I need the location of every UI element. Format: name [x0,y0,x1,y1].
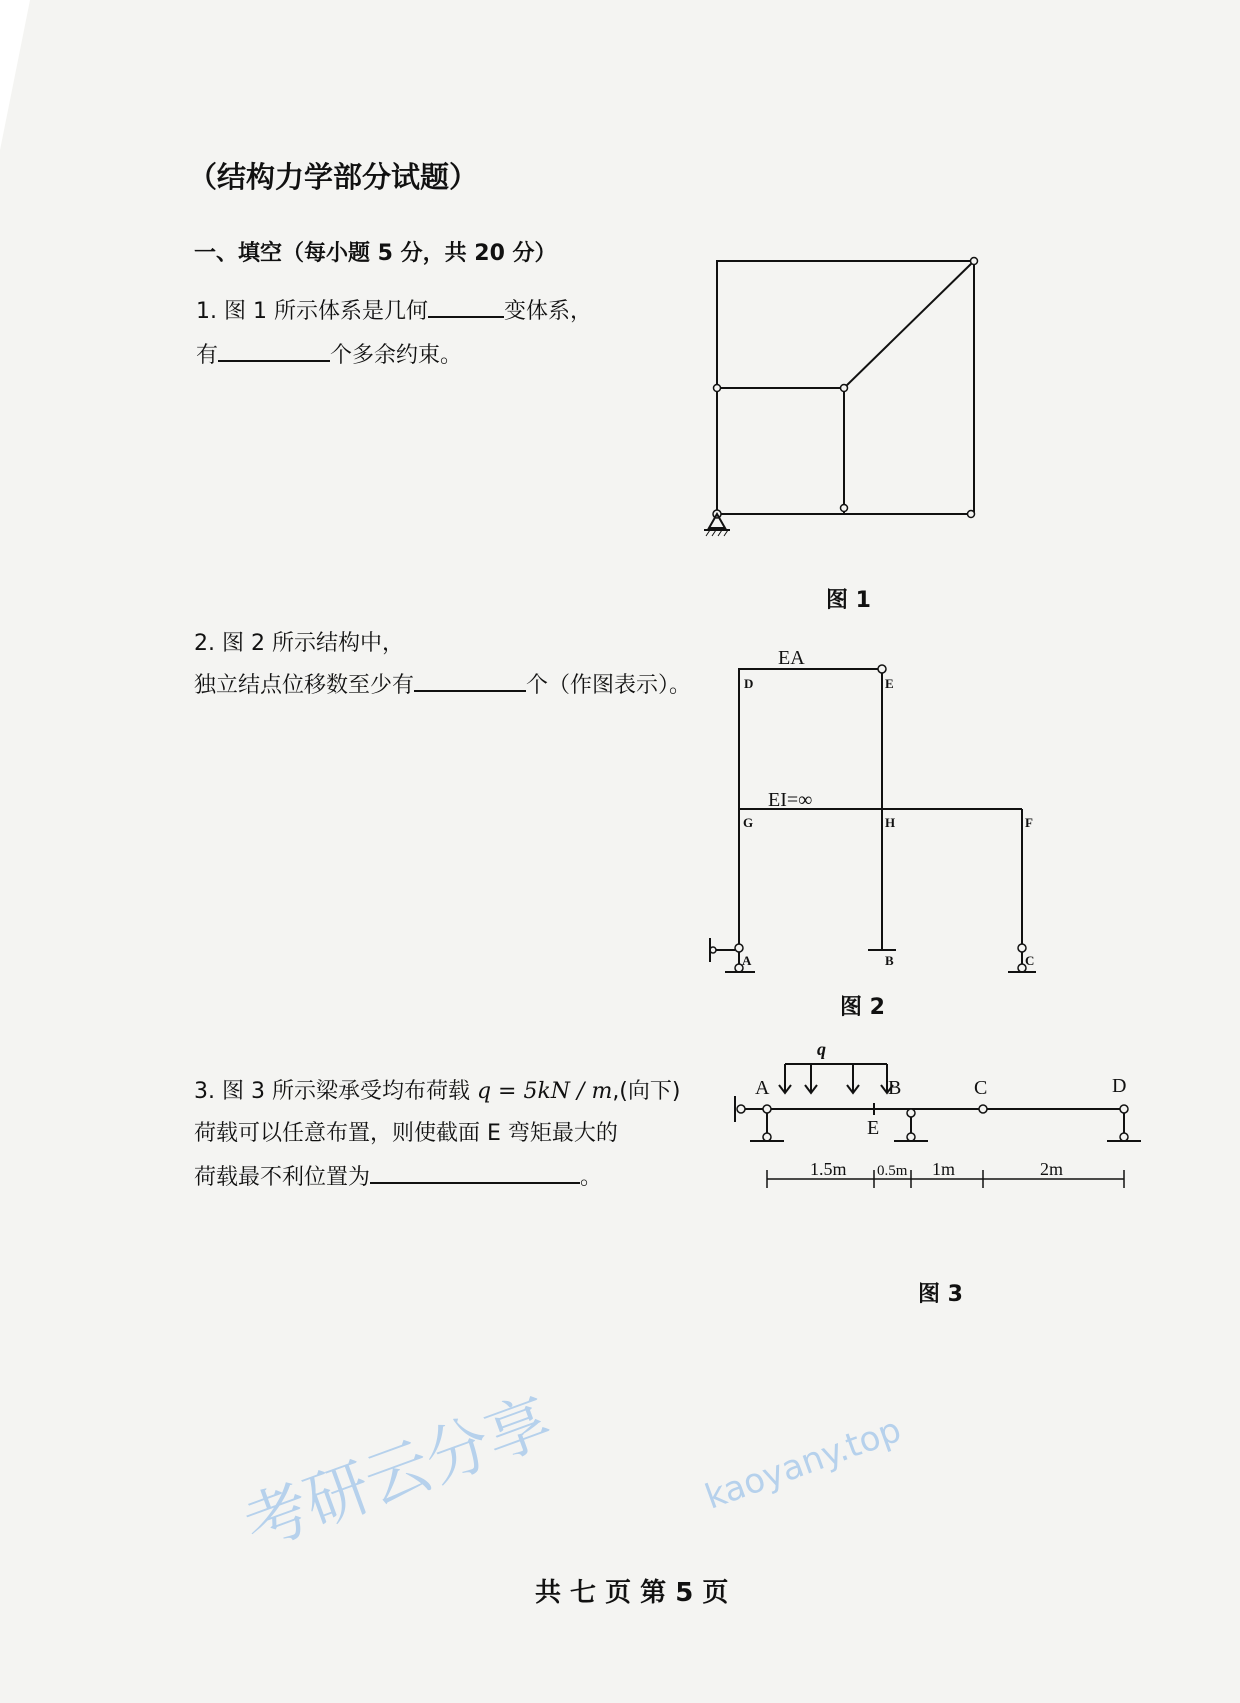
page-footer: 共 七 页 第 5 页 [535,1578,729,1608]
label-ei: EI=∞ [768,789,813,811]
q3-text-a: 3. 图 3 所示梁承受均布荷载 [194,1079,470,1104]
question-2-line1: 2. 图 2 所示结构中， [194,631,404,656]
q3-formula: q = 5kN / m [476,1079,613,1104]
beam-d: D [1112,1075,1127,1097]
distributed-load-arrows [779,1064,893,1093]
q2-text-a: 独立结点位移数至少有 [194,673,415,698]
figure-3-caption: 图 3 [918,1282,963,1307]
watermark-text: 考研云分享 [235,1384,562,1564]
q1-text-c: 有 [196,343,219,368]
dim-2: 0.5m [877,1163,908,1179]
node-h: H [885,815,896,830]
load-q: q [817,1039,826,1059]
node-a: A [742,953,752,968]
node-e: E [885,676,894,691]
q1-text-d: 个多余约束。 [330,343,463,368]
beam-e: E [867,1117,880,1139]
q3-text-b: ,(向下) [612,1079,681,1104]
figure-2-frame [710,665,1036,972]
q1-text-b: 变体系， [503,299,592,324]
node-g: G [743,815,754,830]
figure-1-frame [704,258,978,537]
q3-text-c: 荷载最不利位置为 [194,1165,371,1190]
beam-c: C [974,1077,988,1099]
label-ea: EA [778,647,805,669]
page-title: （结构力学部分试题） [188,160,479,194]
figure-1-caption: 图 1 [826,588,871,613]
figure-2-caption: 图 2 [840,995,885,1020]
section-heading: 一、填空（每小题 5 分，共 20 分） [194,241,557,266]
dim-3: 1m [932,1159,956,1179]
watermark-url: kaoyany.top [700,1409,907,1518]
q3-text-d: 。 [580,1165,603,1190]
node-c: C [1025,953,1035,968]
dim-4: 2m [1040,1159,1064,1179]
node-f: F [1025,815,1033,830]
q1-text-a: 1. 图 1 所示体系是几何 [196,299,428,324]
question-3-line2: 荷载可以任意布置，则使截面 E 弯矩最大的 [194,1121,618,1146]
q2-text-b: 个（作图表示）。 [526,673,692,698]
dim-1: 1.5m [810,1159,847,1179]
beam-a: A [755,1077,770,1099]
node-d: D [744,676,754,691]
beam-b: B [888,1077,902,1099]
node-b: B [885,953,894,968]
